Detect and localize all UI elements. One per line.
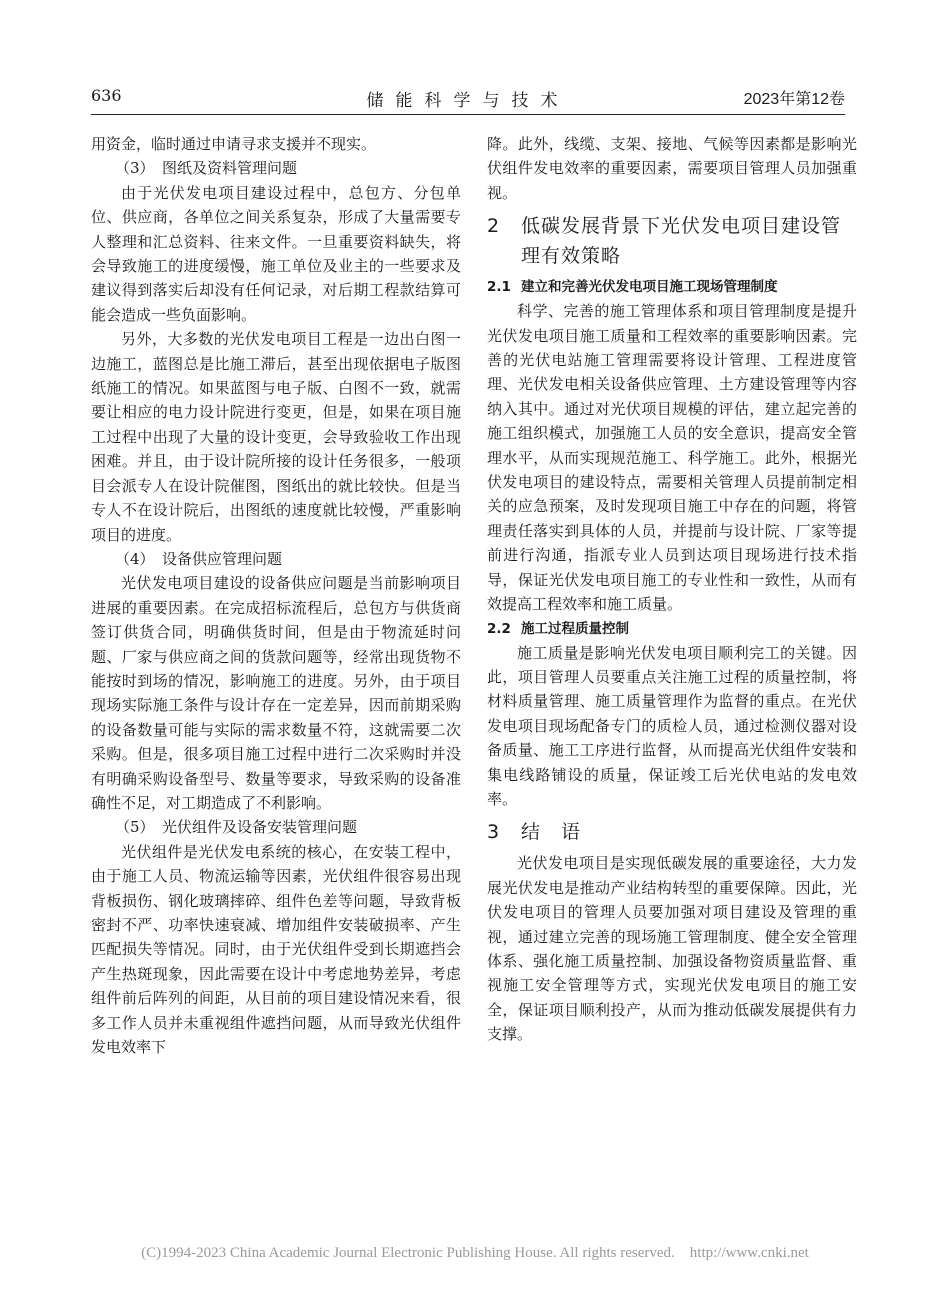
page-number: 636 — [91, 86, 122, 105]
left-column — [91, 132, 461, 1059]
right-column — [487, 132, 857, 1047]
page-header — [91, 86, 845, 112]
section-number: 2 — [487, 215, 501, 238]
paragraph: 用资金，临时通过申请寻求支援并不现实。 — [91, 135, 377, 153]
paragraph: 科学、完善的施工管理体系和项目管理制度是提升光伏发电项目施工质量和工程效率的重要影响因素。完善的光伏电站施工管理需要将设计管理、工程进度管理、光伏发电相关设备供应管理、土方建设管理等内容纳入其中。通过对光伏项目规模的评估，建立起完善的施工组织模式，加强施工人员的安全意识，提高安全管理水平，从而实现规范施工、科学施工。此外，根据光伏发电项目的建设特点，需要相关管理人员提前制定相关的应急预案，及时发现项目施工中存在的问题，将管理责任落实到具体的人员，并提前与设计院、厂家等提前进行沟通，指派专业人员到达项目现场进行技术指导，保证光伏发电项目施工的专业性和一致性，从而有效提高工程效率和施工质量。 — [487, 302, 857, 614]
subsection-heading — [487, 617, 857, 641]
volume-info: 2023年第12卷 — [743, 91, 845, 108]
subsection-title: 施工过程质量控制 — [521, 620, 629, 637]
paragraph: 光伏发电项目是实现低碳发展的重要途径，大力发展光伏发电是推动产业结构转型的重要保障。因此，光伏发电项目的管理人员要加强对项目建设及管理的重视，通过建立完善的现场施工管理制度、健全安全管理体系、强化施工质量控制、加强设备物资质量监督、重视施工安全管理等方式，实现光伏发电项目的施工安全，保证项目顺利投产，从而为推动低碳发展提供有力支撑。 — [487, 854, 857, 1044]
paragraph: 光伏组件是光伏发电系统的核心，在安装工程中，由于施工人员、物流运输等因素，光伏组件很容易出现背板损伤、钢化玻璃摔碎、组件色差等问题，导致背板密封不严、功率快速衰减、增加组件安装破损率、产生匹配损失等情况。同时，由于光伏组件受到长期遮挡会产生热斑现象，因此需要在设计中考虑地势差异，考虑组件前后阵列的间距，从目前的项目建设情况来看，很多工作人员并未重视组件遮挡问题，从而导致光伏组件发电效率下 — [91, 842, 461, 1057]
header-rule — [91, 114, 845, 115]
section-number: 3 — [487, 821, 501, 844]
subsection-heading: （3） 图纸及资料管理问题 — [115, 159, 298, 178]
subsection-heading: （4） 设备供应管理问题 — [115, 549, 283, 568]
subsection-number: 2.1 — [487, 279, 511, 296]
paragraph: 由于光伏发电项目建设过程中，总包方、分包单位、供应商，各单位之间关系复杂，形成了大量需要专人整理和汇总资料、往来文件。一旦重要资料缺失，将会导致施工的进度缓慢，施工单位及业主的一些要求及建议得到落实后却没有任何记录，对后期工程款结算可能会造成一些负面影响。 — [91, 183, 461, 324]
paragraph: 另外，大多数的光伏发电项目工程是一边出白图一边施工，蓝图总是比施工滞后，甚至出现依据电子版图纸施工的情况。如果蓝图与电子版、白图不一致，就需要让相应的电力设计院进行变更，但是，如果在项目施工过程中出现了大量的设计变更，会导致验收工作出现困难。并且，由于设计院所接的设计任务很多，一般项目会派专人在设计院催图，图纸出的就比较快。但是当专人不在设计院后，出图纸的速度就比较慢，严重影响项目的进度。 — [91, 330, 461, 544]
subsection-title: 建立和完善光伏发电项目施工现场管理制度 — [521, 279, 778, 296]
subsection-number: 2.2 — [487, 620, 511, 637]
paragraph: 光伏发电项目建设的设备供应问题是当前影响项目进展的重要因素。在完成招标流程后，总包方与供货商签订供货合同，明确供货时间，但是由于物流延时问题、厂家与供应商之间的货款问题等，经常出现货物不能按时到场的情况，影响施工的进度。另外，由于项目现场实际施工条件与设计存在一定差异，因而前期采购的设备数量可能与实际的需求数量不符，这就需要二次采购。但是，很多项目施工过程中进行二次采购时并没有明确采购设备型号、数量等要求，导致采购的设备准确性不足，对工期造成了不利影响。 — [91, 574, 461, 812]
section-title: 结 语 — [521, 821, 582, 844]
copyright-footer: (C)1994-2023 China Academic Journal Electronic Publishing House. All rights reserved. http://www.cnki.net — [141, 1245, 809, 1261]
subsection-heading — [487, 275, 857, 299]
section-heading — [487, 211, 857, 271]
section-title: 低碳发展背景下光伏发电项目建设管理有效策略 — [521, 215, 842, 268]
paragraph: 施工质量是影响光伏发电项目顺利完工的关键。因此，项目管理人员要重点关注施工过程的质量控制，将材料质量管理、施工质量管理作为监督的重点。在光伏发电项目现场配备专门的质检人员，通过检测仪器对设备质量、施工工序进行监督，从而提高光伏组件安装和集电线路铺设的质量，保证竣工后光伏电站的发电效率。 — [487, 643, 857, 808]
section-heading — [487, 817, 857, 847]
subsection-heading: （5） 光伏组件及设备安装管理问题 — [115, 818, 358, 837]
paragraph: 降。此外，线缆、支架、接地、气候等因素都是影响光伏组件发电效率的重要因素，需要项目管理人员加强重视。 — [487, 135, 857, 202]
journal-title: 储能科学与技术 — [366, 91, 570, 111]
